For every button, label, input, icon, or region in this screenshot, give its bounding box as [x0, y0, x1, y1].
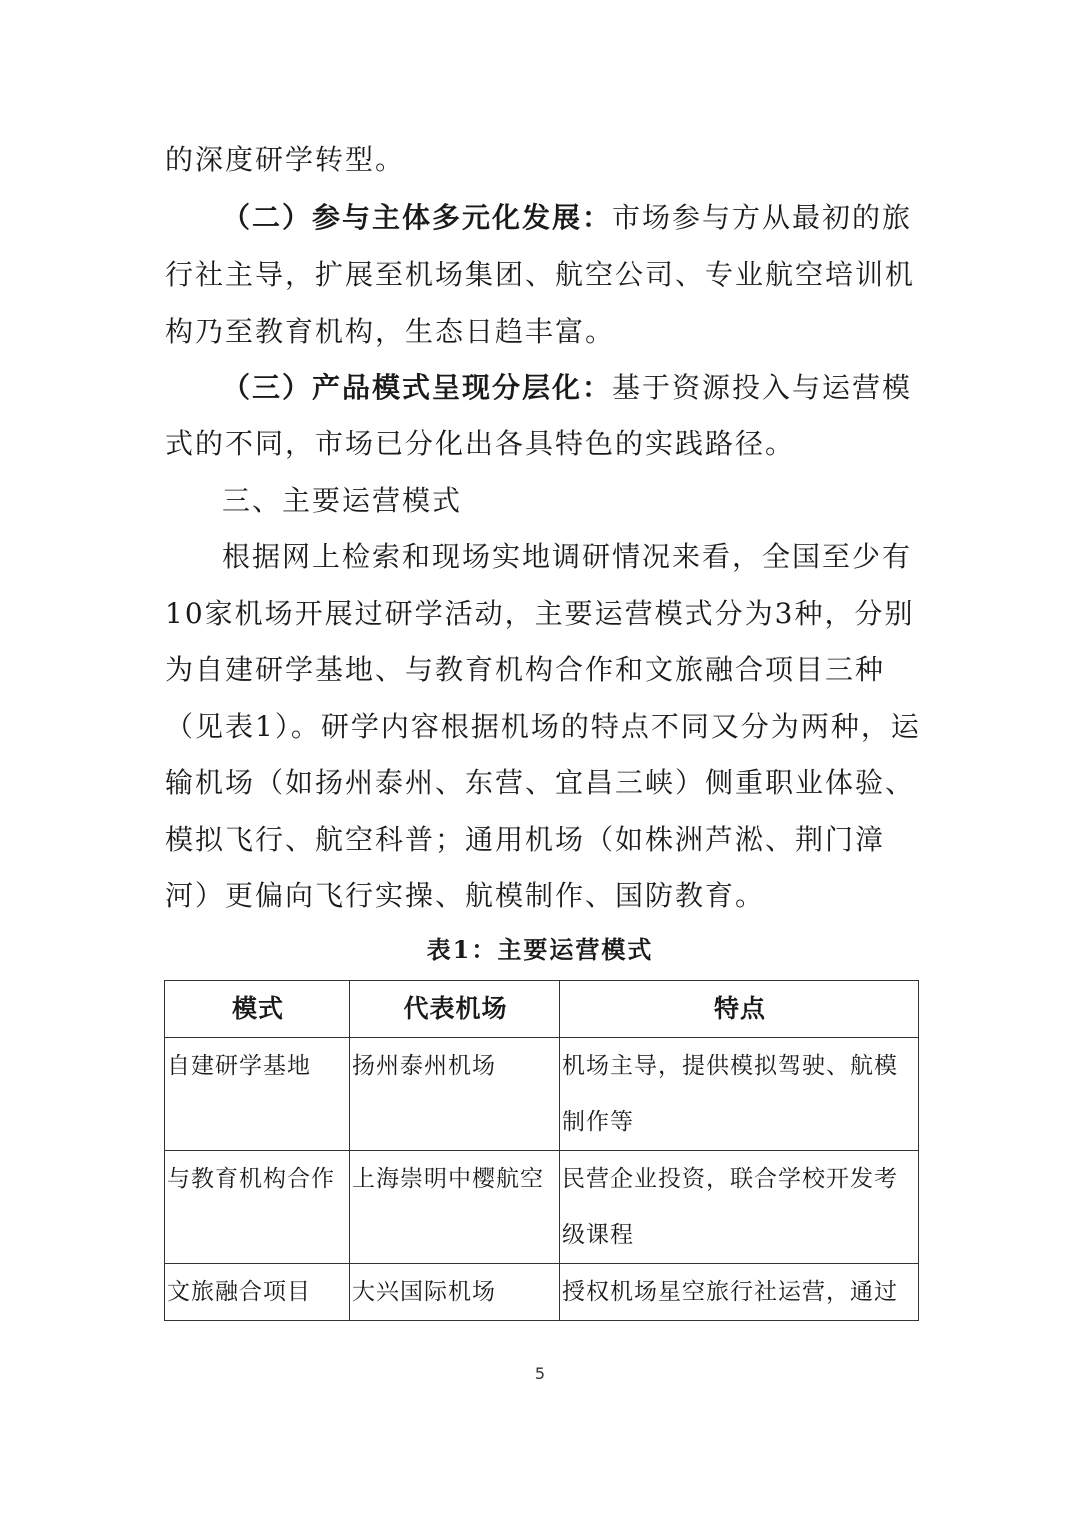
table-caption: 表1：主要运营模式: [426, 935, 654, 964]
table-cell: 民营企业投资，联合学校开发考级课程: [560, 1151, 919, 1264]
table-row: [165, 1151, 919, 1264]
subheading: （三）产品模式呈现分层化：: [222, 371, 613, 404]
table-header: 代表机场: [350, 981, 560, 1038]
paragraph-line: 10家机场开展过研学活动，主要运营模式分为3种，分别: [165, 597, 915, 630]
paragraph-line: 的深度研学转型。: [165, 143, 406, 176]
paragraph-line: 模拟飞行、航空科普；通用机场（如株洲芦淞、荆门漳: [165, 823, 886, 856]
table-cell: 机场主导，提供模拟驾驶、航模制作等: [560, 1038, 919, 1151]
paragraph-text: 基于资源投入与运营模: [612, 371, 913, 404]
table-cell: 文旅融合项目: [165, 1264, 350, 1321]
paragraph-line: 输机场（如扬州泰州、东营、宜昌三峡）侧重职业体验、: [165, 766, 916, 799]
table-cell: 大兴国际机场: [350, 1264, 560, 1321]
table-cell: 自建研学基地: [165, 1038, 350, 1151]
section-title: 三、主要运营模式: [222, 484, 463, 517]
table-cell: 授权机场星空旅行社运营，通过: [560, 1264, 919, 1321]
table-cell: 与教育机构合作: [165, 1151, 350, 1264]
paragraph-line: 根据网上检索和现场实地调研情况来看，全国至少有: [222, 540, 913, 573]
table-row: [165, 1038, 919, 1151]
paragraph-line: 河）更偏向飞行实操、航模制作、国防教育。: [165, 879, 766, 912]
subheading: （二）参与主体多元化发展：: [222, 201, 613, 234]
paragraph-line: 构乃至教育机构，生态日趋丰富。: [165, 315, 616, 348]
paragraph-text: 市场参与方从最初的旅: [612, 201, 913, 234]
table-header: 模式: [165, 981, 350, 1038]
paragraph-line: 行社主导，扩展至机场集团、航空公司、专业航空培训机: [165, 258, 916, 291]
paragraph-line: 为自建研学基地、与教育机构合作和文旅融合项目三种: [165, 653, 886, 686]
operation-mode-table: [164, 980, 919, 1321]
table-header: 特点: [560, 981, 919, 1038]
table-row: [165, 1264, 919, 1321]
table-cell: 上海崇明中樱航空: [350, 1151, 560, 1264]
table-header-row: [165, 981, 919, 1038]
paragraph-line: [222, 200, 925, 236]
paragraph-line: [222, 370, 925, 406]
table-cell: 扬州泰州机场: [350, 1038, 560, 1151]
page-number: 5: [534, 1364, 546, 1383]
paragraph-line: （见表1）。研学内容根据机场的特点不同又分为两种，运: [165, 710, 921, 743]
paragraph-line: 式的不同，市场已分化出各具特色的实践路径。: [165, 427, 796, 460]
